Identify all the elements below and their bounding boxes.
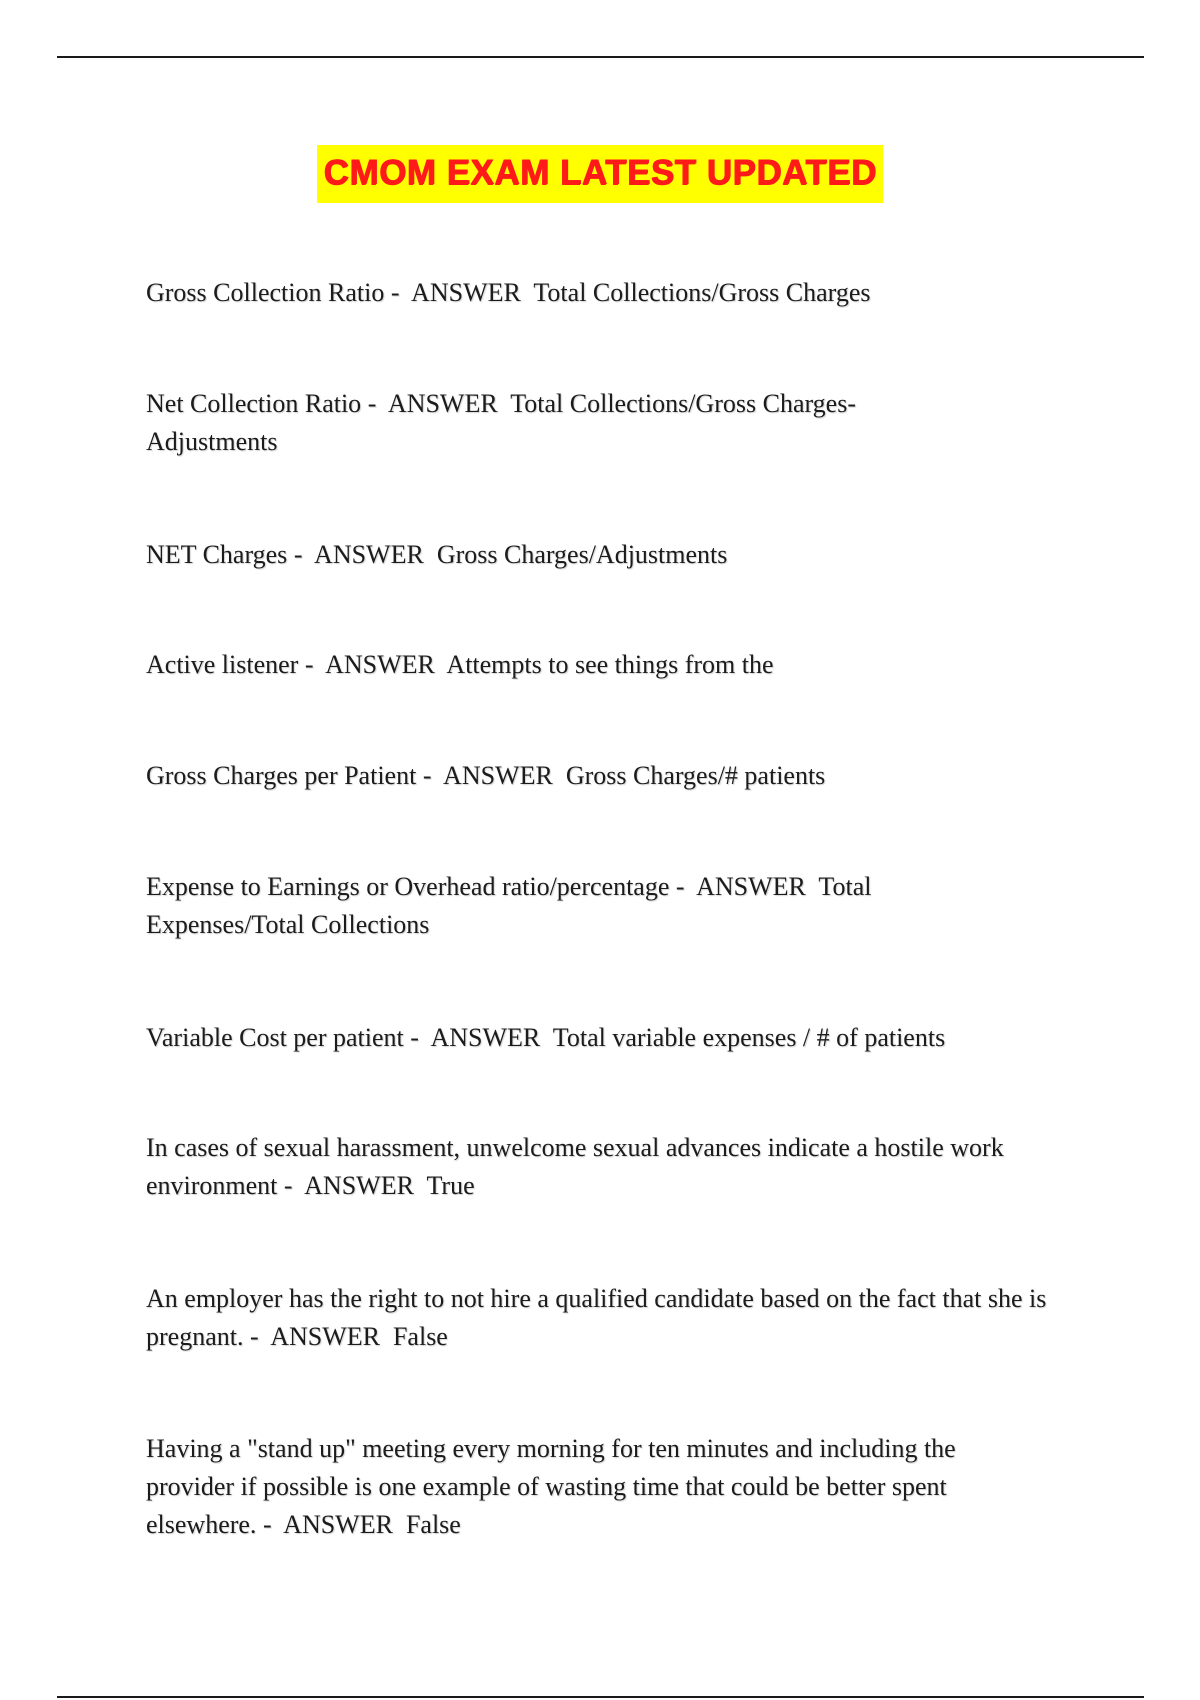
- qa-item: [146, 1280, 1066, 1356]
- question-text: Variable Cost per patient: [146, 1023, 404, 1052]
- qa-item: [146, 1019, 1076, 1057]
- answer-separator: - ANSWER: [361, 389, 511, 418]
- question-text: NET Charges: [146, 540, 288, 569]
- answer-separator: - ANSWER: [669, 872, 819, 901]
- answer-text: True: [426, 1171, 475, 1200]
- answer-separator: - ANSWER: [287, 540, 437, 569]
- answer-separator: - ANSWER: [243, 1322, 393, 1351]
- answer-separator: - ANSWER: [277, 1171, 427, 1200]
- page-title: CMOM EXAM LATEST UPDATED: [317, 145, 882, 203]
- answer-text: Gross Charges/Adjustments: [436, 540, 728, 569]
- qa-item: [146, 536, 1076, 574]
- question-text: In cases of sexual harassment, unwelcome sexual advances indicate a hostile work environment: [146, 1133, 1004, 1200]
- answer-text: Total variable expenses / # of patients: [552, 1023, 946, 1052]
- question-text: Having a "stand up" meeting every morning for ten minutes and including the provider if possible is one example of wasting time that could be better spent elsewhere.: [146, 1434, 956, 1539]
- answer-separator: - ANSWER: [298, 650, 447, 679]
- answer-separator: - ANSWER: [416, 761, 566, 790]
- answer-text: Total Collections/Gross Charges-Adjustments: [146, 389, 856, 456]
- answer-text: Attempts to see things from the: [446, 650, 774, 679]
- title-container: [0, 145, 1200, 203]
- bottom-rule: [57, 1696, 1144, 1698]
- question-text: Expense to Earnings or Overhead ratio/percentage: [146, 872, 670, 901]
- qa-item: [146, 646, 1076, 684]
- question-text: Gross Collection Ratio: [146, 278, 385, 307]
- qa-item: [146, 1129, 1046, 1205]
- answer-text: Gross Charges/# patients: [565, 761, 826, 790]
- question-text: An employer has the right to not hire a qualified candidate based on the fact that she is pregnant.: [146, 1284, 1047, 1351]
- answer-separator: - ANSWER: [256, 1510, 406, 1539]
- question-text: Net Collection Ratio: [146, 389, 362, 418]
- question-text: Active listener: [146, 650, 299, 679]
- qa-item: [146, 385, 946, 461]
- question-text: Gross Charges per Patient: [146, 761, 417, 790]
- answer-text: Total Expenses/Total Collections: [146, 872, 872, 939]
- answer-separator: - ANSWER: [403, 1023, 553, 1052]
- qa-item: [146, 1430, 1046, 1544]
- qa-item: [146, 274, 1076, 312]
- top-rule: [57, 56, 1144, 58]
- answer-text: False: [392, 1322, 448, 1351]
- answer-text: False: [405, 1510, 461, 1539]
- answer-text: Total Collections/Gross Charges: [533, 278, 871, 307]
- qa-item: [146, 868, 961, 944]
- qa-item: [146, 757, 1076, 795]
- answer-separator: - ANSWER: [384, 278, 534, 307]
